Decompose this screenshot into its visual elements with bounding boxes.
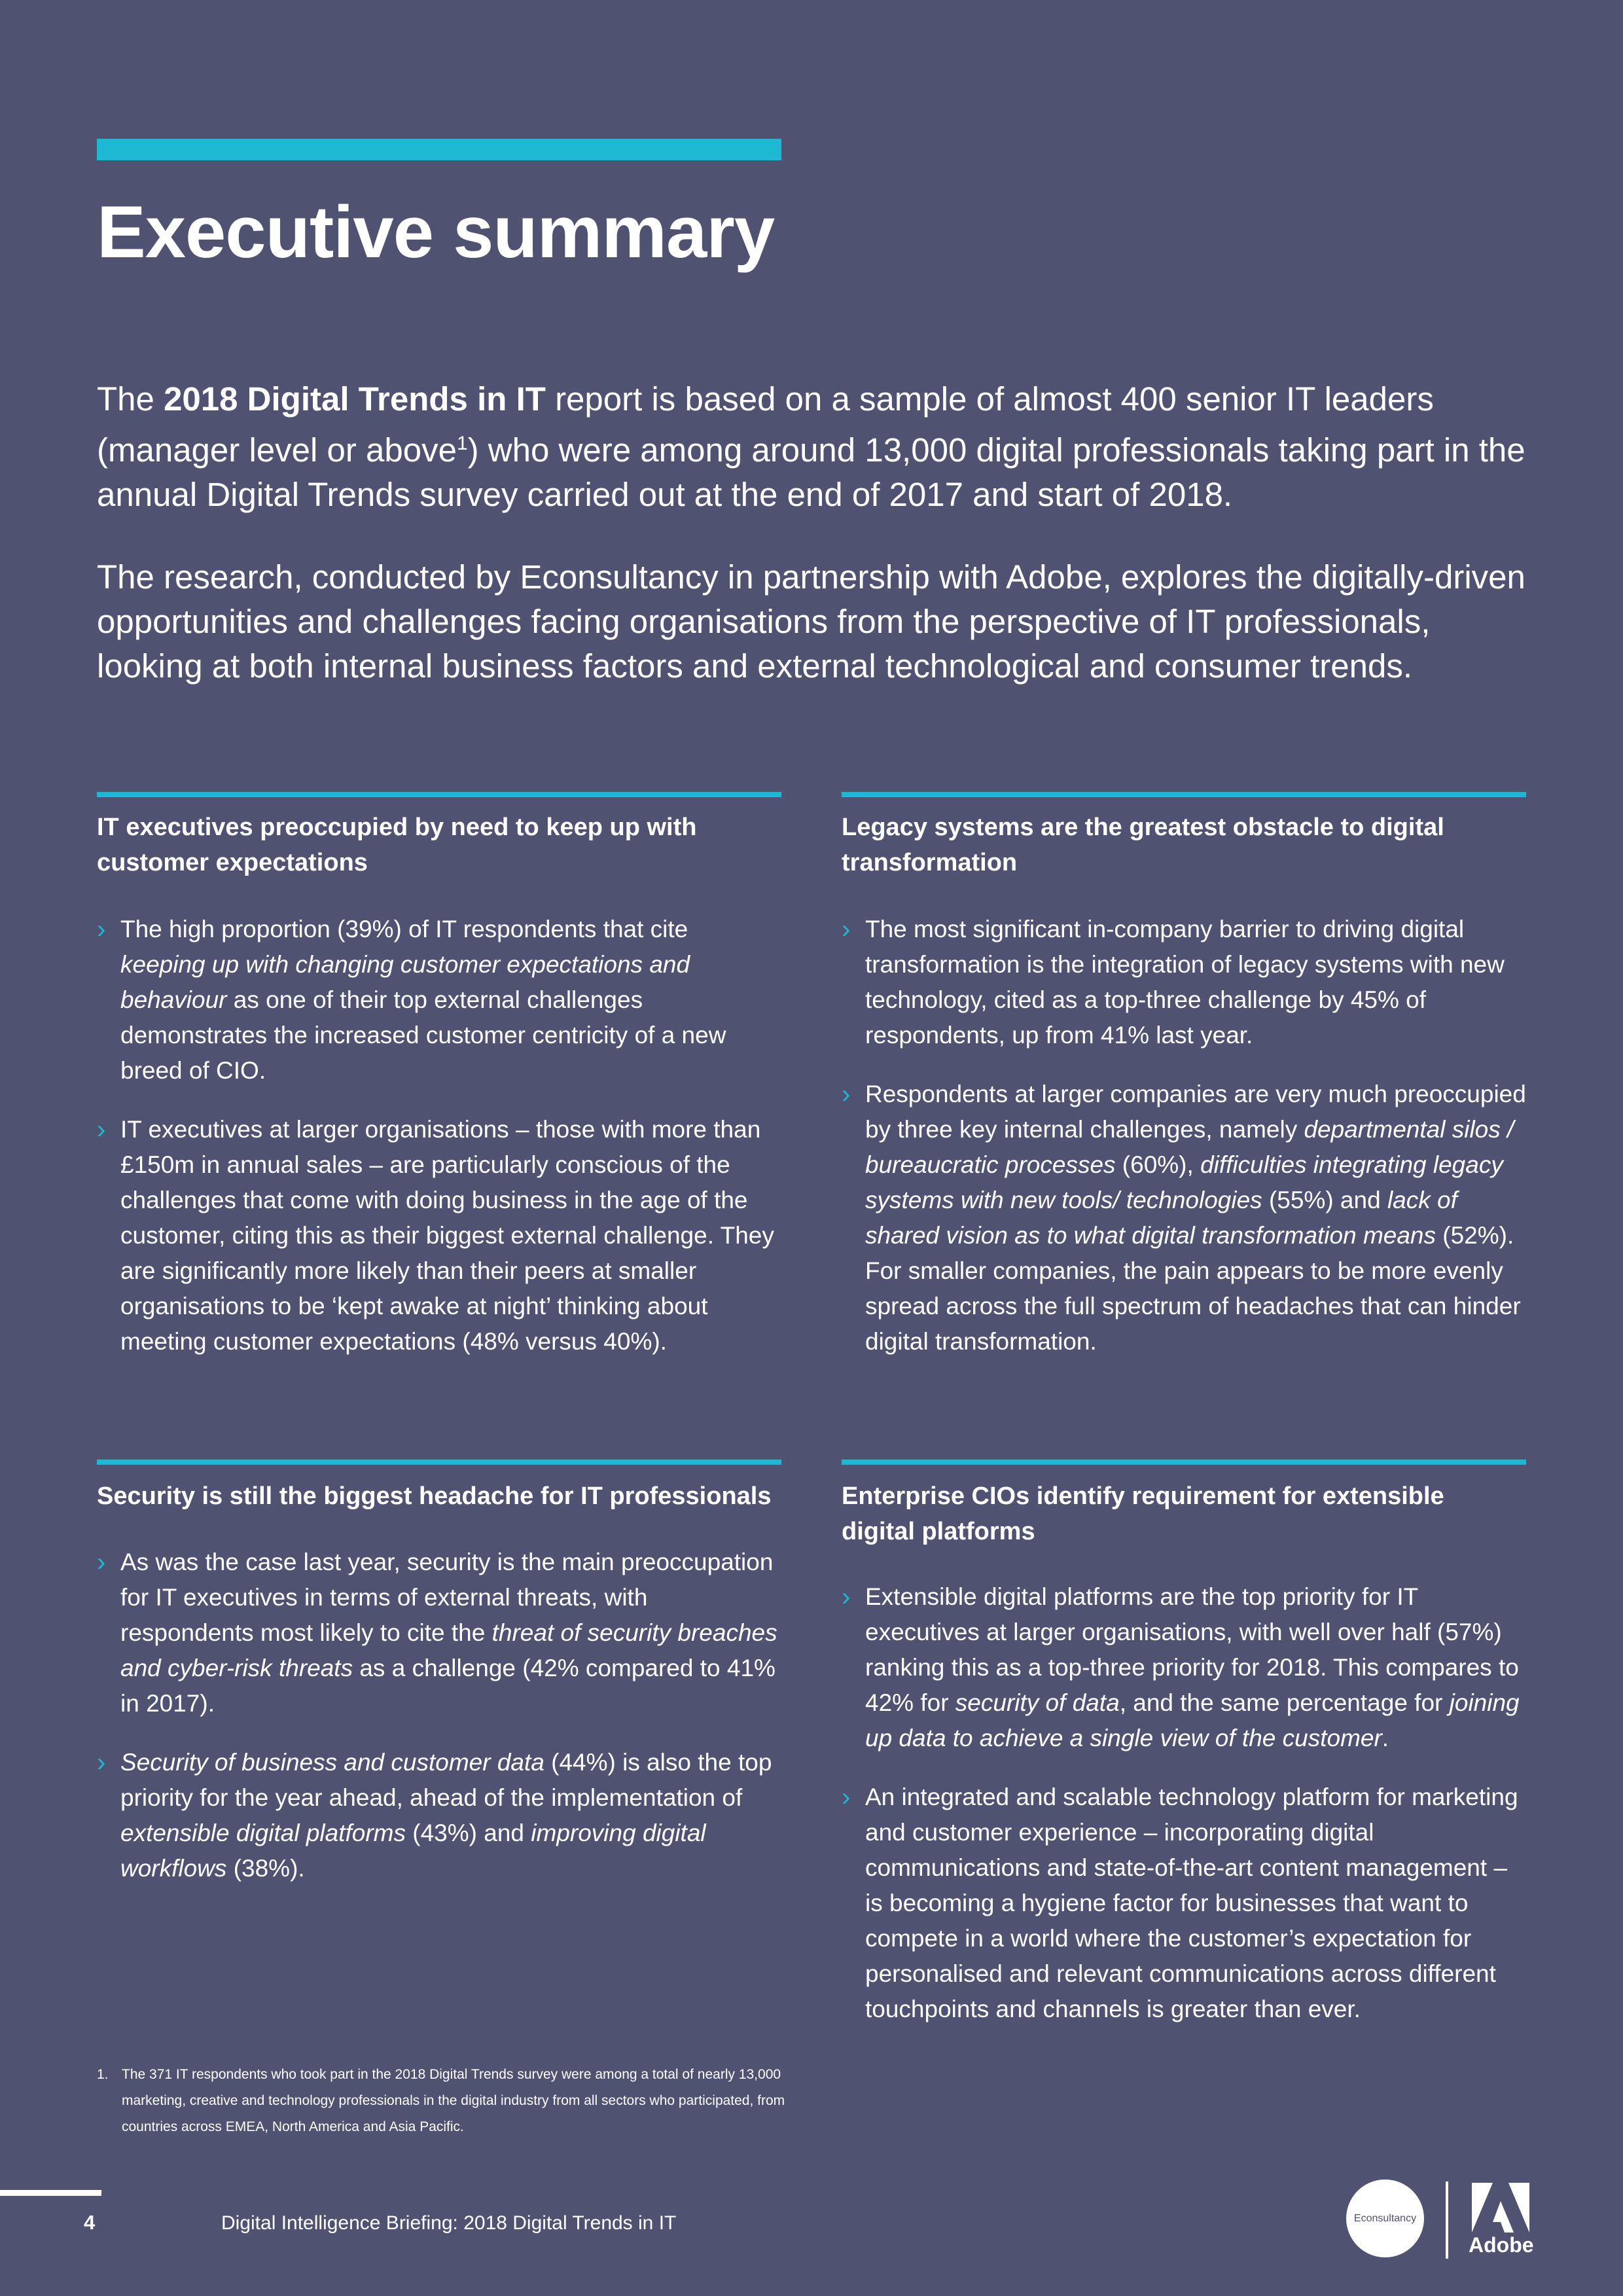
chevron-right-icon: ›: [842, 1783, 851, 1812]
intro-paragraph-2: The research, conducted by Econsultancy in partnership with Adobe, explores the digitally-driven opportunities and challenges facing organisations from the perspective of IT professionals, looking at both internal business factors and external technological and consumer trends.: [97, 558, 1525, 685]
title-accent-bar: [97, 139, 781, 160]
chevron-right-icon: ›: [97, 1115, 106, 1144]
bullet-item: › Respondents at larger companies are very much preoccupied by three key internal challenges, namely departmental silos / bureaucratic processes (60%), difficulties integrating legacy systems with new tools/ technologies (55%) and lack of shared vision as to what digital transformation means (52%). For smaller companies, the pain appears to be more evenly spread across the full spectrum of headaches that can hinder digital transformation.: [842, 1077, 1526, 1359]
bullet-list: [97, 912, 777, 1383]
bullet-item: › IT executives at larger organisations – those with more than £150m in annual sales – are particularly conscious of the challenges that come with doing business in the age of the customer, citing this as their biggest external challenge. They are significantly more likely than their peers at smaller organisations to be ‘kept awake at night’ thinking about meeting customer expectations (48% versus 40%).: [97, 1112, 777, 1359]
bullet-item: › An integrated and scalable technology platform for marketing and customer experience – incorporating digital communications and state-of-the-art content management – is becoming a hygiene factor for businesses that want to compete in a world where the customer’s expectation for personalised and relevant communications across different touchpoints and channels is greater than ever.: [842, 1780, 1526, 2027]
bullet-item: › The most significant in-company barrier to driving digital transformation is the integration of legacy systems with new technology, cited as a top-three challenge by 45% of respondents, up from 41% last year.: [842, 912, 1526, 1053]
bullet-item: › Extensible digital platforms are the top priority for IT executives at larger organisations, with well over half (57%) ranking this as a top-three priority for 2018. This compares to 42% for security of data, and the same percentage for joining up data to achieve a single view of the customer.: [842, 1579, 1526, 1756]
section-divider: [97, 1460, 781, 1465]
section-divider: [97, 792, 781, 797]
section-heading-security: Security is still the biggest headache for IT professionals: [97, 1482, 772, 1510]
econsultancy-logo: Econsultancy: [1346, 2179, 1424, 2257]
footnote: [97, 2062, 791, 2140]
chevron-right-icon: ›: [842, 1583, 851, 1611]
adobe-logo-icon: [1472, 2183, 1529, 2233]
section-divider: [842, 1460, 1526, 1465]
section-heading-customer-expectations: IT executives preoccupied by need to keep up with customer expectations: [97, 814, 697, 876]
chevron-right-icon: ›: [97, 1548, 106, 1577]
section-divider: [842, 792, 1526, 797]
adobe-wordmark: Adobe: [1469, 2233, 1534, 2257]
bullet-item: › The high proportion (39%) of IT respondents that cite keeping up with changing customer expectations and behaviour as one of their top external challenges demonstrates the increased customer centricity of a new breed of CIO.: [97, 912, 777, 1088]
chevron-right-icon: ›: [842, 1080, 851, 1109]
chevron-right-icon: ›: [842, 915, 851, 944]
logo-divider: [1446, 2181, 1448, 2259]
bullet-item: › As was the case last year, security is the main preoccupation for IT executives in terms of external threats, with respondents most likely to cite the threat of security breaches and cyber-risk threats as a challenge (42% compared to 41% in 2017).: [97, 1545, 784, 1721]
section-heading-extensible-platforms: Enterprise CIOs identify requirement for extensible digital platforms: [842, 1482, 1444, 1545]
footnote-ref: 1: [456, 433, 468, 454]
footer-rule: [0, 2190, 101, 2196]
footer-title: Digital Intelligence Briefing: 2018 Digital Trends in IT: [221, 2212, 677, 2234]
footnote-number: 1.: [97, 2067, 109, 2082]
chevron-right-icon: ›: [97, 1748, 106, 1777]
chevron-right-icon: ›: [97, 915, 106, 944]
page-title: Executive summary: [97, 191, 775, 273]
section-heading-legacy-systems: Legacy systems are the greatest obstacle to digital transformation: [842, 814, 1444, 876]
intro-paragraph-1: The 2018 Digital Trends in IT report is based on a sample of almost 400 senior IT leaders (manager level or above$^1$) who were among around 13,000 digital professionals taking part in the annual Digital Trends survey carried out at the end of 2017 and start of 2018.: [97, 380, 1525, 513]
bullet-list: [97, 1545, 784, 1910]
bullet-item: › Security of business and customer data (44%) is also the top priority for the year ahead, ahead of the implementation of extensible digital platforms (43%) and improving digital workflows (38%).: [97, 1745, 784, 1886]
bullet-list: [842, 912, 1526, 1383]
bullet-list: [842, 1579, 1526, 2051]
footnote-text: The 371 IT respondents who took part in the 2018 Digital Trends survey were among a total of nearly 13,000 marketing, creative and technology professionals in the digital industry from all sectors who participated, from countries across EMEA, North America and Asia Pacific.: [122, 2067, 785, 2134]
page-number: 4: [84, 2211, 96, 2234]
